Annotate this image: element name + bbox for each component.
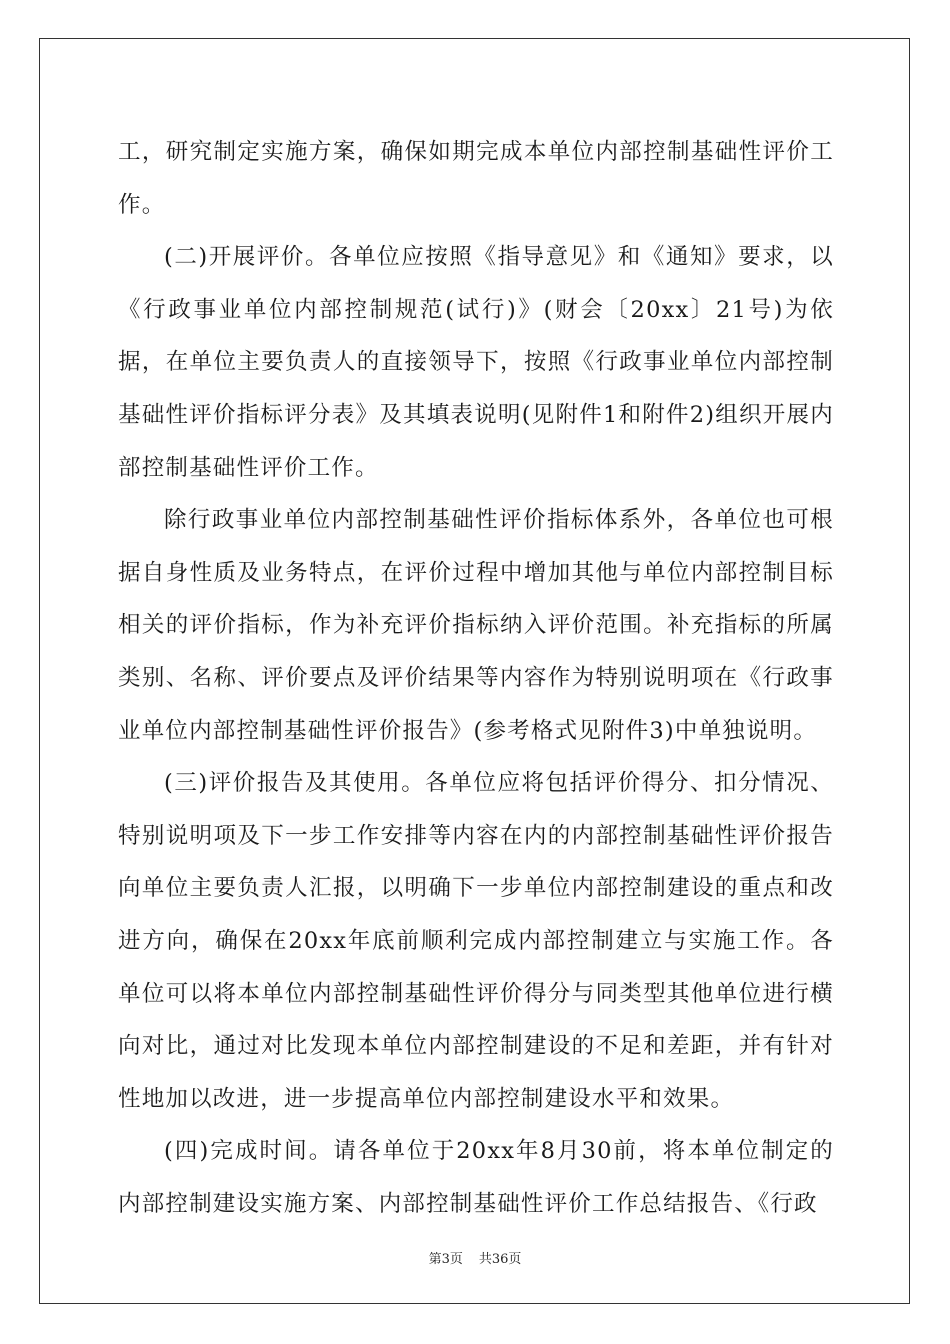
paragraph-continuation: 工，研究制定实施方案，确保如期完成本单位内部控制基础性评价工作。 (118, 139, 834, 218)
paragraph-section-3: (三)评价报告及其使用。各单位应将包括评价得分、扣分情况、特别说明项及下一步工作安排等内容在内的内部控制基础性评价报告向单位主要负责人汇报，以明确下一步单位内部控制建设的重点和改进方向，确保在20xx年底前顺利完成内部控制建立与实施工作。各单位可以将本单位内部控制基础性评价得分与同类型其他单位进行横向对比，通过对比发现本单位内部控制建设的不足和差距，并有针对性地加以改进，进一步提高单位内部控制建设水平和效果。 (118, 770, 834, 1112)
page-number-total: 共36页 (478, 1252, 522, 1267)
document-body (118, 126, 834, 1230)
paragraph-section-4: (四)完成时间。请各单位于20xx年8月30前，将本单位制定的内部控制建设实施方案、内部控制基础性评价工作总结报告、《行政 (118, 1138, 834, 1217)
page-number-current: 第3页 (428, 1252, 463, 1267)
paragraph-supplementary-indicators: 除行政事业单位内部控制基础性评价指标体系外，各单位也可根据自身性质及业务特点，在评价过程中增加其他与单位内部控制目标相关的评价指标，作为补充评价指标纳入评价范围。补充指标的所属类别、名称、评价要点及评价结果等内容作为特别说明项在《行政事业单位内部控制基础性评价报告》(参考格式见附件3)中单独说明。 (118, 507, 834, 744)
page-footer (0, 1248, 950, 1267)
paragraph-section-2: (二)开展评价。各单位应按照《指导意见》和《通知》要求，以《行政事业单位内部控制规范(试行)》(财会〔20xx〕21号)为依据，在单位主要负责人的直接领导下，按照《行政事业单位内部控制基础性评价指标评分表》及其填表说明(见附件1和附件2)组织开展内部控制基础性评价工作。 (118, 244, 834, 481)
